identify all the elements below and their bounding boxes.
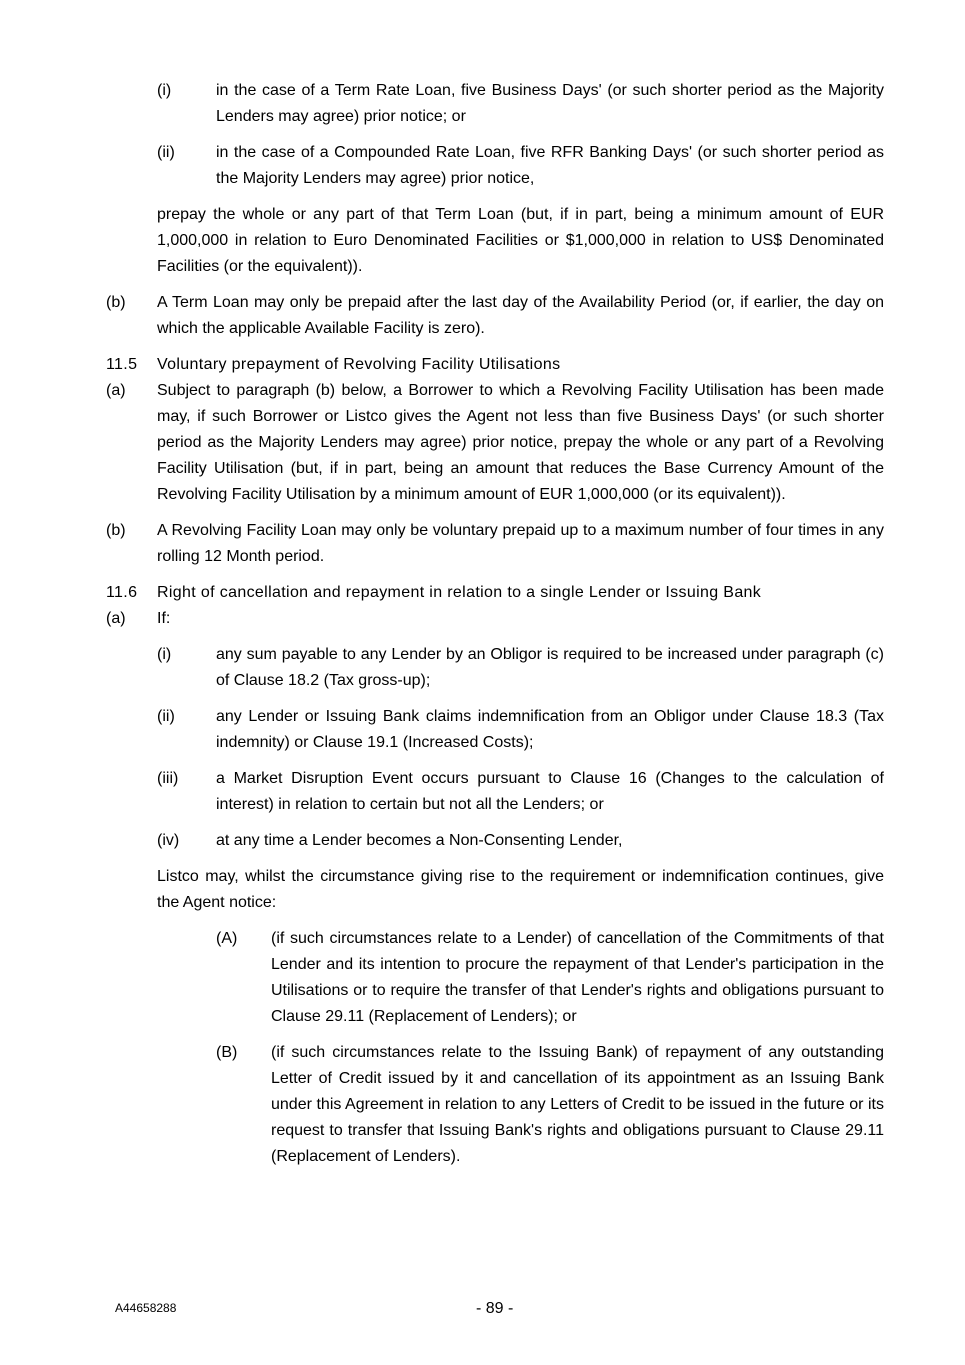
s11-5-b-label: (b) (106, 522, 126, 539)
s11-6-A-text: (if such circumstances relate to a Lender) of cancellation of the Commitments of that Lender and its intention to procure the repayment of that Lender's participation in the Utilisations or to require the transfer of that Lender's rights and obligations pursuant to Clause 29.11 (Replacement of Lenders); or (271, 930, 884, 1025)
page-number: - 89 - (476, 1300, 514, 1317)
item-ii-text: in the case of a Compounded Rate Loan, five RFR Banking Days' (or such shorter period as the Majority Lenders may agree) prior notice, (216, 144, 884, 187)
section-11-6-title: Right of cancellation and repayment in relation to a single Lender or Issuing Bank (157, 584, 762, 601)
s11-5-a-text: Subject to paragraph (b) below, a Borrower to which a Revolving Facility Utilisation has been made may, if such Borrower or Listco gives the Agent not less than five Business Days' (or such shorter period as the Majority Lenders may agree) prior notice, prepay the whole or any part of a Revolving Facility Utilisation (but, if in part, being an amount that reduces the Base Currency Amount of the Revolving Facility Utilisation by a minimum amount of EUR 1,000,000 (or its equivalent)). (157, 382, 884, 503)
s11-6-iii-label: (iii) (157, 770, 179, 787)
s11-6-i-label: (i) (157, 646, 172, 663)
section-11-5-title: Voluntary prepayment of Revolving Facility Utilisations (157, 356, 561, 373)
prepay-paragraph: prepay the whole or any part of that Term Loan (but, if in part, being a minimum amount of EUR 1,000,000 in relation to Euro Denominated Facilities or $1,000,000 in relation to US$ Denominated Facilities (or the equivalent)). (157, 206, 884, 275)
s11-6-iii-text: a Market Disruption Event occurs pursuant to Clause 16 (Changes to the calculation of interest) in relation to certain but not all the Lenders; or (216, 770, 884, 813)
s11-6-iv-text: at any time a Lender becomes a Non-Consenting Lender, (216, 832, 623, 849)
s11-5-a-label: (a) (106, 382, 126, 399)
s11-6-B-label: (B) (216, 1044, 238, 1061)
listco-paragraph: Listco may, whilst the circumstance giving rise to the requirement or indemnification continues, give the Agent notice: (157, 868, 884, 911)
s11-6-ii-label: (ii) (157, 708, 175, 725)
s11-6-a-text: If: (157, 610, 171, 627)
item-i-label: (i) (157, 82, 172, 99)
s11-5-b-text: A Revolving Facility Loan may only be voluntary prepaid up to a maximum number of four times in any rolling 12 Month period. (157, 522, 884, 565)
s11-6-iv-label: (iv) (157, 832, 180, 849)
item-b-text: A Term Loan may only be prepaid after the last day of the Availability Period (or, if earlier, the day on which the applicable Available Facility is zero). (157, 294, 884, 337)
item-b-label: (b) (106, 294, 126, 311)
s11-6-ii-text: any Lender or Issuing Bank claims indemnification from an Obligor under Clause 18.3 (Tax indemnity) or Clause 19.1 (Increased Costs); (216, 708, 884, 751)
item-ii-label: (ii) (157, 144, 175, 161)
s11-6-i-text: any sum payable to any Lender by an Obligor is required to be increased under paragraph (c) of Clause 18.2 (Tax gross-up); (216, 646, 884, 689)
section-11-6-number: 11.6 (106, 584, 138, 601)
section-11-5-number: 11.5 (106, 356, 138, 373)
item-i-text: in the case of a Term Rate Loan, five Business Days' (or such shorter period as the Majority Lenders may agree) prior notice; or (216, 82, 884, 125)
document-reference: A44658288 (115, 1301, 177, 1315)
s11-6-B-text: (if such circumstances relate to the Issuing Bank) of repayment of any outstanding Letter of Credit issued by it and cancellation of its appointment as an Issuing Bank under this Agreement in relation to any Letters of Credit to be issued in the future or its request to transfer that Issuing Bank's rights and obligations pursuant to Clause 29.11 (Replacement of Lenders). (271, 1044, 884, 1165)
s11-6-a-label: (a) (106, 610, 126, 627)
s11-6-A-label: (A) (216, 930, 238, 947)
